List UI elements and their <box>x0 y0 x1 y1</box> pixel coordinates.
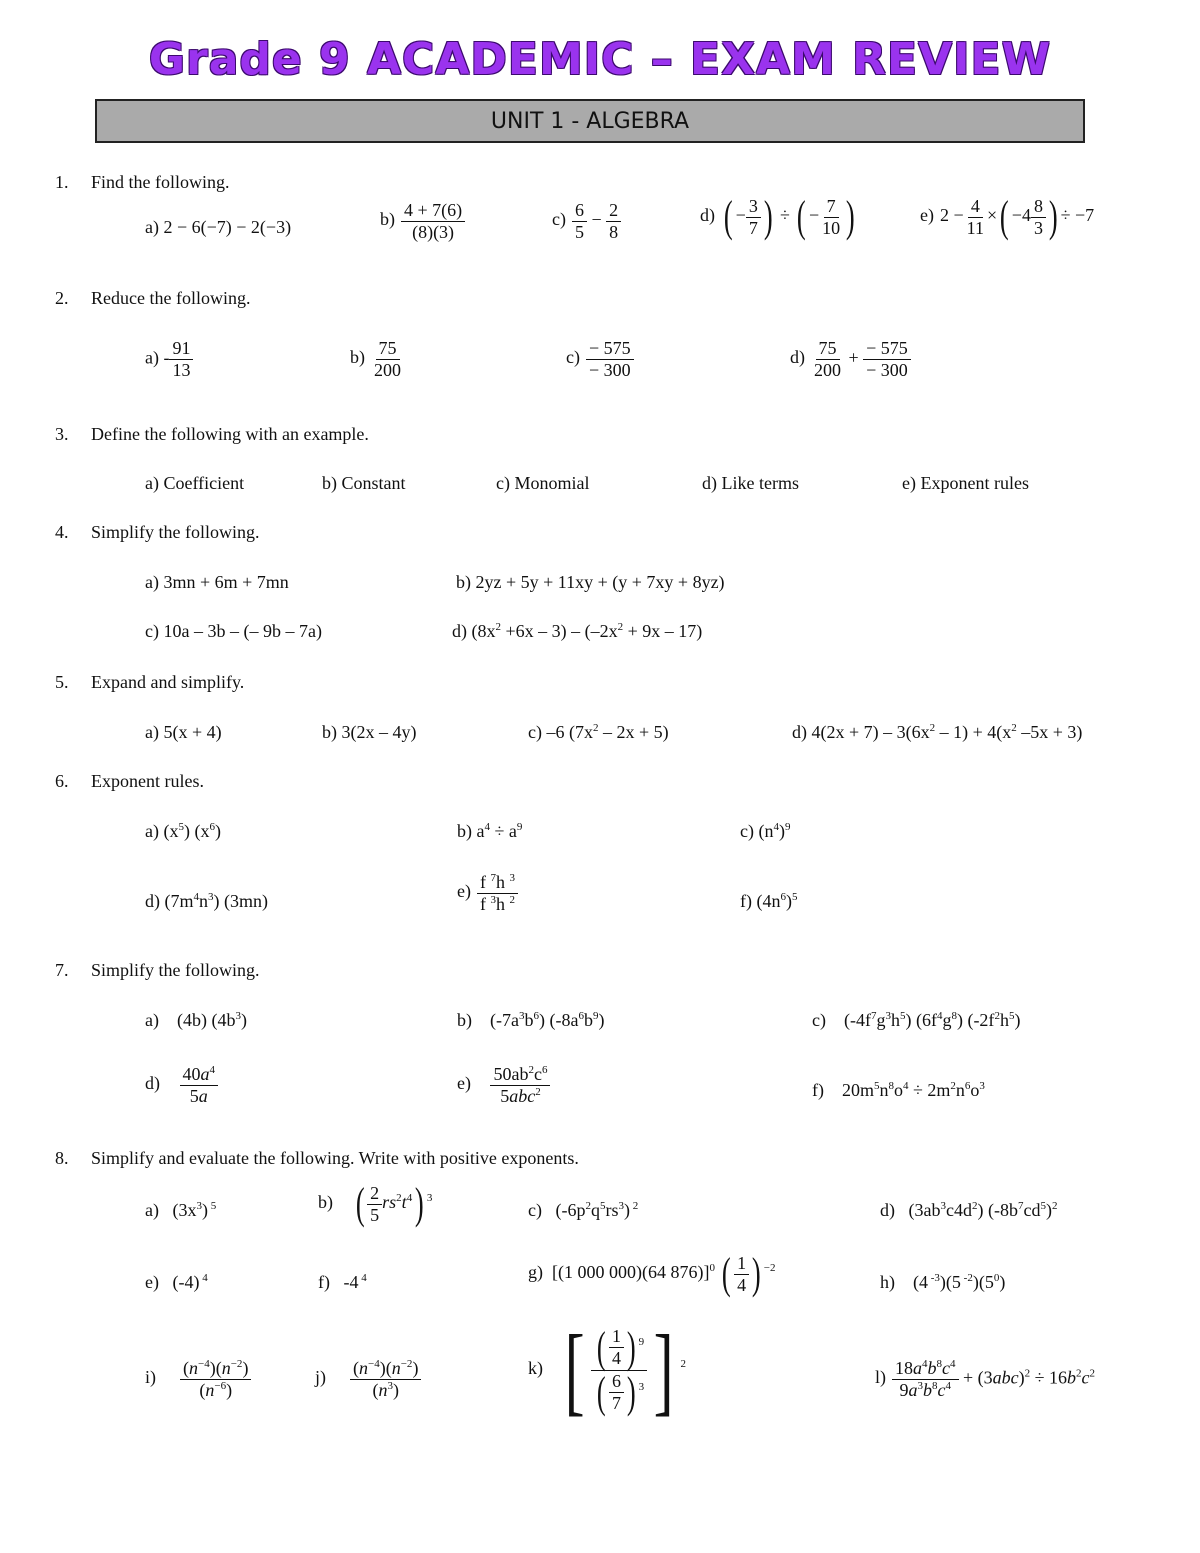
unit-header <box>95 99 1085 143</box>
q6-part-b: b) $a^4 \div a^9$ <box>457 821 523 841</box>
q8-part-e: e) (-4) $^4$ <box>145 1272 208 1292</box>
question-number: 8. <box>55 1148 69 1168</box>
q1-part-a: a) 2 − 6(−7) − 2(−3) <box>145 217 292 237</box>
q4-part-d: d) $(8x^2 +6x - 3) - (-2x^2 + 9x - 17)$ <box>452 621 703 641</box>
question-text: Reduce the following. <box>91 288 251 308</box>
question-number: 2. <box>55 288 69 308</box>
question-text: Find the following. <box>91 172 230 192</box>
q8-part-g: g) [(1 000 000)(64 876)]$^0$ ( $\frac{1}{4}$ ) $^{-2}$ <box>528 1249 776 1298</box>
q8-part-l: l) $\frac{18a^4b^8c^4}{9a^3b^8c^4}$ + $(3abc)^2 \div 16b^2c^2$ <box>875 1358 1096 1400</box>
q7-part-c: c) $(-4f^7g^3h^5)$ $(6f^4g^8)$ $(-2f^2h^5)$ <box>812 1010 1021 1030</box>
question-text: Define the following with an example. <box>91 424 369 444</box>
q8-part-a: a) $(3x^3)$ $^5$ <box>145 1200 217 1220</box>
q8-part-f: f) -4 $^4$ <box>318 1272 367 1292</box>
q4-part-b: b) 2yz + 5y + 11xy + (y + 7xy + 8yz) <box>456 572 725 592</box>
q1-part-d: d) ( − $\frac{3}{7}$ ) ÷ ( − $\frac{7}{10}$ ) <box>700 192 855 241</box>
q8-part-i: i) $\frac{(n^{-4})(n^{-2})}{(n^{-6})}$ <box>145 1358 251 1400</box>
question-number: 4. <box>55 522 69 542</box>
q8-part-b: b) ( $\frac{2}{5}$ $rs^2t^4$) $^3$ <box>318 1179 433 1228</box>
question-text: Exponent rules. <box>91 771 204 791</box>
q1-part-b: b) $\frac{4 + 7(6)}{(8)(3)}$ <box>380 200 465 242</box>
q5-part-b: b) 3(2x – 4y) <box>322 722 417 742</box>
q1-part-c: c) $\frac{6}{5}$ − $\frac{2}{8}$ <box>552 200 621 242</box>
question-text: Simplify and evaluate the following. Write with positive exponents. <box>91 1148 579 1168</box>
q3-part-e: e) Exponent rules <box>902 473 1029 493</box>
q7-part-b: b) $(-7a^3b^6)$ $(-8a^6b^9)$ <box>457 1010 605 1030</box>
q7-part-a: a) (4b) $(4b^3)$ <box>145 1010 247 1030</box>
q7-part-e: e) $\frac{50ab^2c^6}{5abc^2}$ <box>457 1064 550 1106</box>
q8-part-h: h) (4 $^{-3}$)(5 $^{-2})(5^0)$ <box>880 1272 1006 1292</box>
question-number: 6. <box>55 771 69 791</box>
q5-part-d: d) $4(2x + 7) - 3(6x^2 - 1) + 4(x^2$ –5x + 3) <box>792 722 1083 742</box>
q6-part-d: d) $(7m^4n^3)$ (3mn) <box>145 891 268 911</box>
question-number: 5. <box>55 672 69 692</box>
question-text: Simplify the following. <box>91 960 260 980</box>
q8-part-c: c) $(-6p^2q^5rs^3)$ $^2$ <box>528 1200 639 1220</box>
q6-part-c: c) $(n^4)^9$ <box>740 821 791 841</box>
q6-part-f: f) $(4n^6)^5$ <box>740 891 798 911</box>
q2-part-b: b) $\frac{75}{200}$ <box>350 338 401 380</box>
q2-part-a: a) - $\frac{91}{13}$ <box>145 338 193 380</box>
q3-part-d: d) Like terms <box>702 473 799 493</box>
q4-part-a: a) 3mn + 6m + 7mn <box>145 572 289 592</box>
q7-part-d: d) $\frac{40a^4}{5a}$ <box>145 1064 218 1106</box>
question-number: 1. <box>55 172 69 192</box>
q2-part-d: d) $\frac{75}{200}$ + $\frac{- 575}{- 300}$ <box>790 338 911 380</box>
q3-part-c: c) Monomial <box>496 473 590 493</box>
q5-part-a: a) 5(x + 4) <box>145 722 222 742</box>
unit-title: UNIT 1 - ALGEBRA <box>490 108 690 134</box>
q8-part-d: d) $(3ab^3c4d^2)$ $(-8b^7cd^5)^2$ <box>880 1200 1058 1220</box>
q8-part-j: j) $\frac{(n^{-4})(n^{-2})}{(n^3)}$ <box>315 1358 421 1400</box>
q6-part-a: a) $(x^5)$ $(x^6)$ <box>145 821 221 841</box>
q6-part-e: e) $\frac{f ^7h ^3}{f ^3h ^2}$ <box>457 872 518 914</box>
question-text: Simplify the following. <box>91 522 260 542</box>
q4-part-c: c) 10a – 3b – (– 9b – 7a) <box>145 621 322 641</box>
q5-part-c: c) –6 $(7x^2 - 2x + 5)$ <box>528 722 669 742</box>
q2-part-c: c) $\frac{- 575}{- 300}$ <box>566 338 634 380</box>
question-number: 7. <box>55 960 69 980</box>
q3-part-a: a) Coefficient <box>145 473 245 493</box>
q8-part-k: k) [ ( $\frac{1}{4}$ ) $^9$ ( $\frac{6}{7}$ ) $^3$ ] $^2$ <box>528 1314 686 1425</box>
q3-part-b: b) Constant <box>322 473 406 493</box>
q7-part-f: f) $20m^5n^8o^4 \div 2m^2n^6o^3$ <box>812 1080 985 1100</box>
q1-part-e: e) 2 − $\frac{4}{11}$ ×( −4 $\frac{8}{3}$ ) ÷ −7 <box>920 192 1095 241</box>
question-text: Expand and simplify. <box>91 672 245 692</box>
question-number: 3. <box>55 424 69 444</box>
page-title: Grade 9 ACADEMIC – EXAM REVIEW <box>148 34 1052 85</box>
